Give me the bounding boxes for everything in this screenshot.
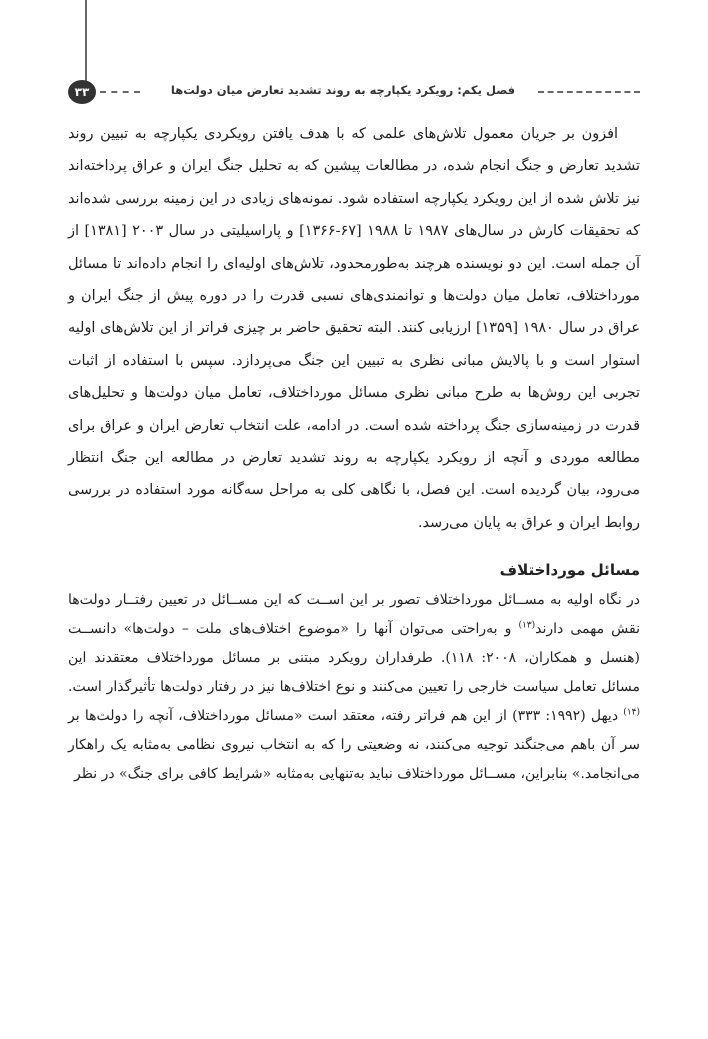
footnote-ref-13: (۱۳) bbox=[518, 620, 536, 631]
section-heading: مسائل مورداختلاف bbox=[499, 561, 640, 580]
footnote-ref-14: (۱۴) bbox=[623, 707, 640, 718]
header-rule-right bbox=[538, 91, 640, 93]
running-header bbox=[68, 80, 640, 104]
text-run: و به‌راحتی می‌توان آنها را «موضوع اختلاف‌های ملت – دولت‌ها» دانســت (هنسل و همکاران، ۲۰۰۸: ۱۱۸). طرفداران رویکرد مبتنی بر مسائل مورداختلاف معتقدند این مسائل تعامل سیاست خارجی را تعیین می‌کنند و نوع اختلاف‌ها نیز در رفتار دولت‌ها تأثیرگذار است. bbox=[68, 621, 640, 696]
page-body bbox=[68, 118, 640, 789]
body-paragraph-2 bbox=[68, 586, 640, 789]
body-paragraph: افزون بر جریان معمول تلاش‌های علمی که با هدف یافتن رویکردی یکپارچه به تبیین روند تشدید تعارض و جنگ انجام شده، در مطالعات پیشین که به تحلیل جنگ ایران و عراق پرداخته‌اند نیز تلاش شده از این رویکرد یکپارچه استفاده شود. نمونه‌های زیادی در این زمینه بررسی شده‌اند که تحقیقات کارش در سال‌های ۱۹۸۷ تا ۱۹۸۸ [۶۷-۱۳۶۶] و پاراسیلیتی در سال ۲۰۰۳ [۱۳۸۱] از آن جمله است. این دو نویسنده هرچند به‌طورمحدود، تلاش‌های اولیه‌ای را انجام داده‌اند تا مسائل مورداختلاف، تعامل میان دولت‌ها و توانمندی‌های نسبی قدرت را در دوره پیش از جنگ ایران و عراق در سال ۱۹۸۰ [۱۳۵۹] ارزیابی کنند. البته تحقیق حاضر بر چیزی فراتر از این تلاش‌های اولیه استوار است و با پالایش مبانی نظری به تبیین این جنگ می‌پردازد. سپس با استفاده از اثبات تجربی این روش‌ها به طرح مبانی نظری مسائل مورداختلاف، تعامل میان دولت‌ها و تحلیل‌های قدرت در زمینه‌سازی جنگ پرداخته شده است. در ادامه، علت انتخاب تعارض ایران و عراق برای مطالعه موردی و آنچه از رویکرد یکپارچه به روند تشدید تعارض در مطالعه این جنگ انتظار می‌رود، بیان گردیده است. این فصل، با نگاهی کلی به مراحل سه‌گانه مورد استفاده در بررسی روابط ایران و عراق به پایان می‌رسد. bbox=[68, 126, 640, 531]
running-title: فصل یکم: رویکرد یکپارچه به روند تشدید تعارض میان دولت‌ها bbox=[170, 83, 516, 97]
page-number: ۳۳ bbox=[68, 80, 96, 104]
text-run: دیهل (۱۹۹۲: ۳۳۳) از این هم فراتر رفته، معتقد است «مسائل مورداختلاف، آنچه را دولت‌ها بر سر آن باهم می‌جنگند توجیه می‌کنند، نه وضعیتی را که به انتخاب نیروی نظامی به‌مثابه یک راهکار می‌انجامد.» بنابراین، مســائل مورداختلاف نباید به‌تنهایی به‌مثابه «شرایط کافی برای جنگ» در نظر bbox=[68, 708, 640, 783]
header-rule-left bbox=[100, 91, 140, 93]
text-run: در نگاه اولیه به مســائل مورداختلاف تصور بر این اســت که این مســائل در تعیین رفتــار دولت‌ها نقش مهمی دارند bbox=[68, 592, 640, 638]
